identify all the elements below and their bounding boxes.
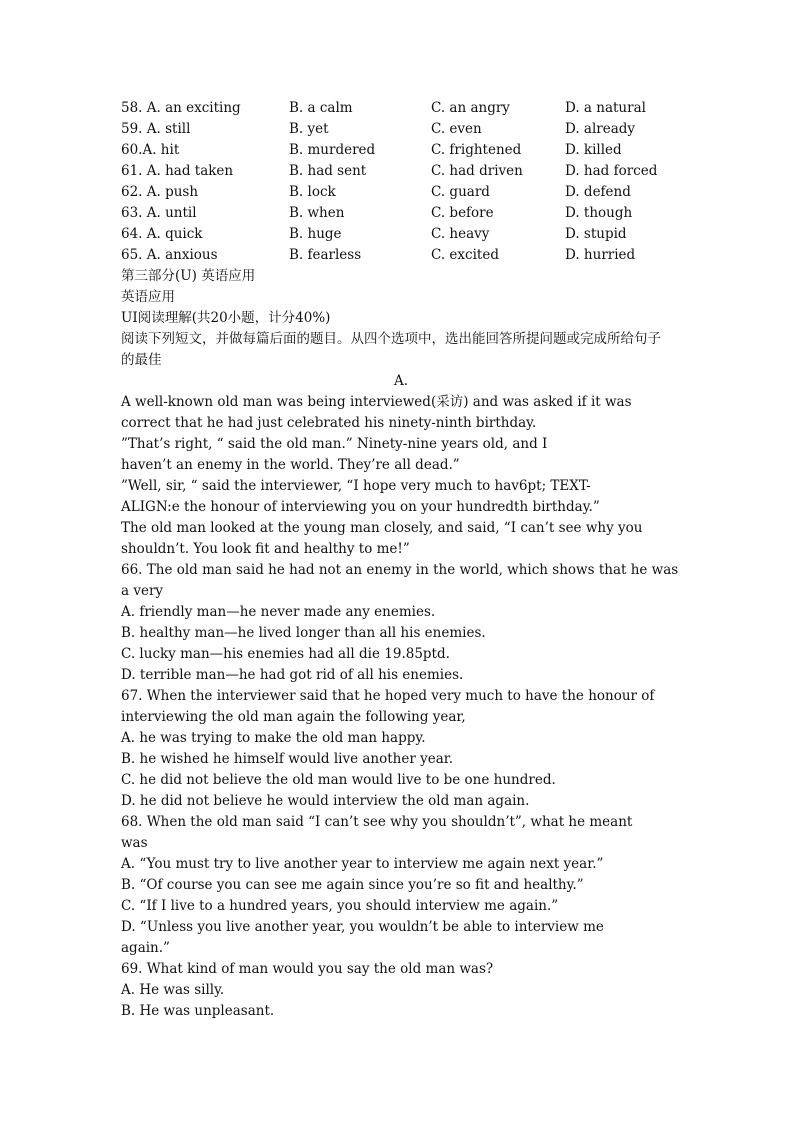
reading-heading: UI阅读理解(共20小题，计分40%) <box>121 310 331 326</box>
option-d: D. defend <box>565 184 631 200</box>
question-line: 66. The old man said he had not an enemy in the world, which shows that he was <box>121 562 679 578</box>
option-c: C. even <box>431 121 482 137</box>
answer-option: B. He was unpleasant. <box>121 1003 275 1019</box>
option-d: D. a natural <box>565 100 646 116</box>
option-d: D. hurried <box>565 247 636 263</box>
option-b: B. yet <box>289 121 329 137</box>
passage-line: ”Well, sir, “ said the interviewer, “I hope very much to hav6pt; TEXT- <box>121 478 591 494</box>
answer-option: A. friendly man—he never made any enemies. <box>121 604 436 620</box>
option-row <box>121 245 681 266</box>
option-d: D. had forced <box>565 163 658 179</box>
answer-option: B. “Of course you can see me again since you’re so fit and healthy.” <box>121 877 584 893</box>
passage-line: A well-known old man was being interviewed(采访) and was asked if it was <box>121 394 632 410</box>
instructions-line: 的最佳 <box>121 352 162 368</box>
passage-line: The old man looked at the young man closely, and said, “I can’t see why you <box>121 520 643 536</box>
option-row <box>121 182 681 203</box>
question-line: was <box>121 835 148 851</box>
option-row <box>121 140 681 161</box>
option-d: D. though <box>565 205 633 221</box>
answer-option: A. He was silly. <box>121 982 225 998</box>
answer-option: C. “If I live to a hundred years, you should interview me again.” <box>121 898 559 914</box>
answer-option: A. he was trying to make the old man happy. <box>121 730 426 746</box>
option-b: B. a calm <box>289 100 353 116</box>
question-line: 67. When the interviewer said that he hoped very much to have the honour of <box>121 688 655 704</box>
passage-line: correct that he had just celebrated his ninety-ninth birthday. <box>121 415 537 431</box>
option-c: C. guard <box>431 184 490 200</box>
option-a: 61. A. had taken <box>121 163 234 179</box>
option-b: B. had sent <box>289 163 367 179</box>
option-a: 60.A. hit <box>121 142 180 158</box>
option-b: B. lock <box>289 184 336 200</box>
option-d: D. already <box>565 121 636 137</box>
answer-option: D. terrible man—he had got rid of all his enemies. <box>121 667 464 683</box>
question-line: 68. When the old man said “I can’t see why you shouldn’t”, what he meant <box>121 814 633 830</box>
answer-option: again.” <box>121 940 170 956</box>
document-page <box>121 98 681 1022</box>
option-a: 62. A. push <box>121 184 199 200</box>
answer-option: A. “You must try to live another year to interview me again next year.” <box>121 856 604 872</box>
answer-option: D. “Unless you live another year, you wouldn’t be able to interview me <box>121 919 604 935</box>
option-a: 59. A. still <box>121 121 191 137</box>
answer-option: D. he did not believe he would interview the old man again. <box>121 793 530 809</box>
option-c: C. heavy <box>431 226 490 242</box>
option-d: D. killed <box>565 142 622 158</box>
section-heading: 第三部分(U) 英语应用 <box>121 268 256 284</box>
option-row <box>121 203 681 224</box>
option-row <box>121 161 681 182</box>
option-c: C. excited <box>431 247 499 263</box>
passage-line: haven’t an enemy in the world. They’re all dead.” <box>121 457 460 473</box>
passage-label: A. <box>393 373 409 389</box>
option-c: C. frightened <box>431 142 522 158</box>
option-b: B. when <box>289 205 345 221</box>
option-a: 58. A. an exciting <box>121 100 241 116</box>
option-b: B. murdered <box>289 142 376 158</box>
question-line: a very <box>121 583 164 599</box>
option-c: C. before <box>431 205 494 221</box>
option-row <box>121 98 681 119</box>
option-a: 65. A. anxious <box>121 247 218 263</box>
passage-line: ALIGN:e the honour of interviewing you on your hundredth birthday.” <box>121 499 600 515</box>
passage-line: ”That’s right, “ said the old man.” Ninety-nine years old, and I <box>121 436 548 452</box>
option-c: C. an angry <box>431 100 510 116</box>
answer-option: B. he wished he himself would live another year. <box>121 751 454 767</box>
option-a: 64. A. quick <box>121 226 203 242</box>
option-d: D. stupid <box>565 226 627 242</box>
option-b: B. fearless <box>289 247 362 263</box>
option-row <box>121 224 681 245</box>
question-line: interviewing the old man again the following year, <box>121 709 466 725</box>
option-row <box>121 119 681 140</box>
question-line: 69. What kind of man would you say the old man was? <box>121 961 494 977</box>
answer-option: C. he did not believe the old man would live to be one hundred. <box>121 772 556 788</box>
option-a: 63. A. until <box>121 205 197 221</box>
option-c: C. had driven <box>431 163 523 179</box>
options-table <box>121 98 681 266</box>
answer-option: B. healthy man—he lived longer than all his enemies. <box>121 625 486 641</box>
option-b: B. huge <box>289 226 342 242</box>
passage-line: shouldn’t. You look fit and healthy to me!” <box>121 541 410 557</box>
instructions-line: 阅读下列短文，并做每篇后面的题目。从四个选项中，选出能回答所提问题或完成所给句子 <box>121 331 661 347</box>
section-subheading: 英语应用 <box>121 289 175 305</box>
answer-option: C. lucky man—his enemies had all die 19.85ptd. <box>121 646 450 662</box>
